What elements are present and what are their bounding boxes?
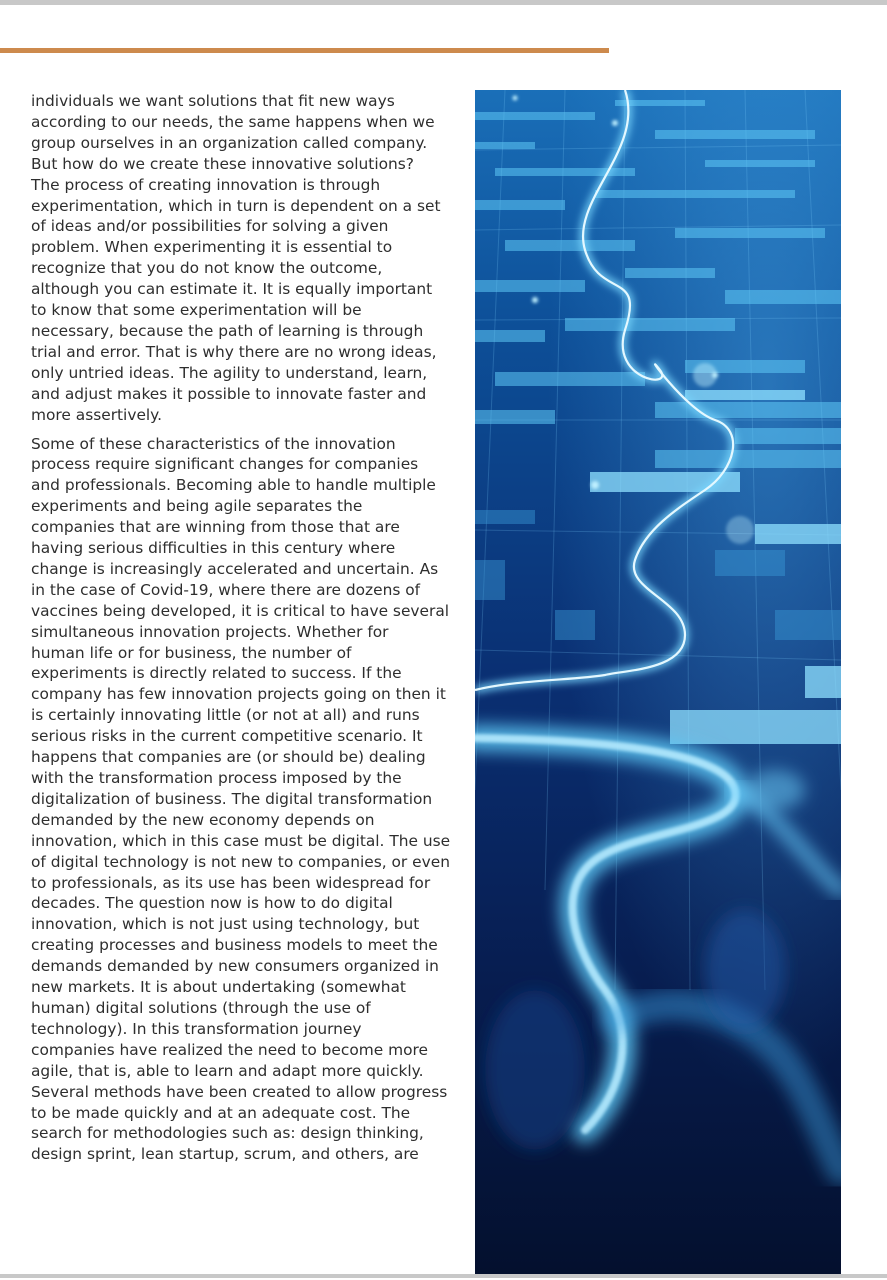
bottom-border: [0, 1274, 887, 1278]
top-border: [0, 0, 887, 5]
accent-rule: [0, 48, 609, 53]
digital-wave-image: [475, 90, 841, 1274]
article-paragraph-1: individuals we want solutions that fit new ways according to our needs, the same happens when we group ourselves in an organization called company. But how do we create these innovative solutions? The process of creating innovation is through experimentation, which in turn is dependent on a set of ideas and/or possibilities for solving a given problem. When experimenting it is essential to recognize that you do not know the outcome, although you can estimate it. It is equally important to know that some experimentation will be necessary, because the path of learning is through trial and error. That is why there are no wrong ideas, only untried ideas. The agility to understand, learn, and adjust makes it possible to innovate faster and more assertively.: [31, 92, 441, 424]
article-paragraph-2: Some of these characteristics of the innovation process require significant changes for companies and professionals. Becoming able to handle multiple experiments and being agile separates the companies that are winning from those that are having serious difficulties in this century where change is increasingly accelerated and uncertain. As in the case of Covid-19, where there are dozens of vaccines being developed, it is critical to have several simultaneous innovation projects. Whether for human life or for business, the number of experiments is directly related to success. If the company has few innovation projects going on then it is certainly innovating little (or not at all) and runs serious risks in the current competitive scenario. It happens that companies are (or should be) dealing with the transformation process imposed by the digitalization of business. The digital transformation demanded by the new economy depends on innovation, which in this case must be digital. The use of digital technology is not new to companies, or even to professionals, as its use has been widespread for decades. The question now is how to do digital innovation, which is not just using technology, but creating processes and business models to meet the demands demanded by new consumers organized in new markets. It is about undertaking (somewhat human) digital solutions (through the use of technology). In this transformation journey companies have realized the need to become more agile, that is, able to learn and adapt more quickly. Several methods have been created to allow progress to be made quickly and at an adequate cost. The search for methodologies such as: design thinking, design sprint, lean startup, scrum, and others, are: [31, 434, 451, 1164]
article-body: [31, 91, 456, 1165]
data-wave-illustration-icon: [475, 90, 841, 1274]
